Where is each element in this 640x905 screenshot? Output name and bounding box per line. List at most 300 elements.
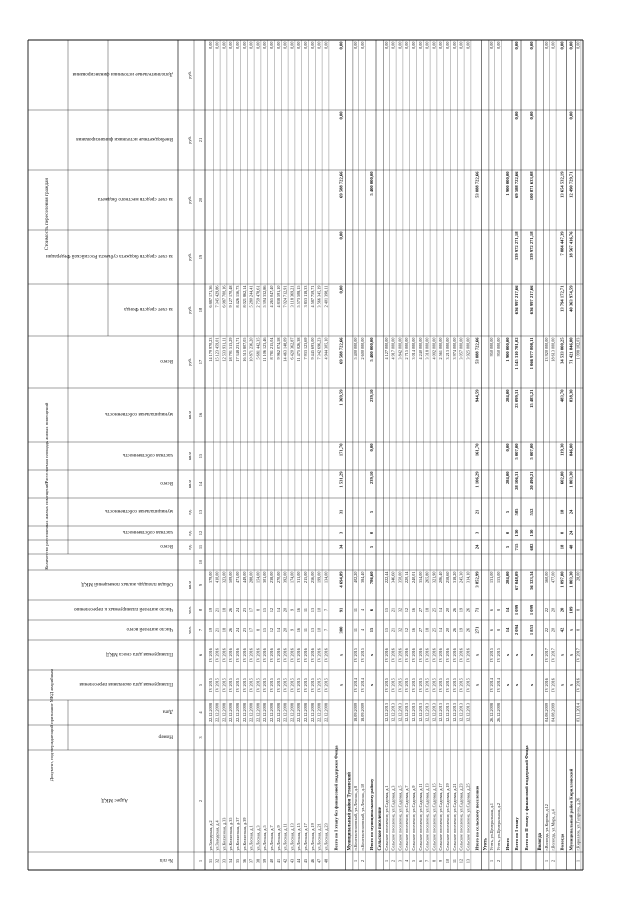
header-area-own: частная собственность bbox=[122, 452, 173, 458]
row-b1-1-residents: 21 bbox=[214, 627, 220, 633]
row-b-5-cost-total: 4 240 000,00 bbox=[417, 337, 423, 360]
header-cost-fund: за счет средств Фонда bbox=[124, 306, 173, 312]
row-b-1-plan-demolish: IV 2016 bbox=[390, 648, 396, 662]
row-b1-4-area: 471,00 bbox=[235, 571, 240, 584]
row-b1-17-address: ул.Лесная, д.23 bbox=[323, 823, 329, 851]
row-b1-2-address: ул.Колхозная, д.33 bbox=[221, 817, 227, 851]
row-d-0-residents-plan: 22 bbox=[543, 607, 549, 613]
row-a-1-cost-extra2: 0,00 bbox=[360, 41, 365, 49]
row-b-8-cost-extra2: 0,00 bbox=[438, 41, 444, 49]
header-num: № п/п bbox=[159, 857, 173, 863]
row-b-10-date: 12.12.2013 bbox=[451, 703, 457, 722]
row-b1-4-plan-end: IV 2015 bbox=[235, 678, 240, 692]
row-b1-6-area: 288,00 bbox=[248, 571, 254, 584]
row-b1-8-n: 39 bbox=[262, 858, 268, 864]
header-count-total: Всего bbox=[160, 543, 173, 549]
row-a-0-plan-demolish: IV 2015 bbox=[353, 648, 359, 662]
summary-d-x2: x bbox=[559, 653, 565, 657]
row-b-2-cost-extra2: 0,00 bbox=[397, 41, 403, 49]
row-b1-15-plan-demolish: IV 2016 bbox=[309, 648, 315, 662]
row-b1-16-n: 47 bbox=[316, 858, 322, 864]
row-b1-10-n: 41 bbox=[275, 858, 281, 864]
header-count-own: частная собственность bbox=[122, 529, 173, 535]
summary-kirillov-count-total: 48 bbox=[568, 544, 574, 550]
row-b-8-n: 9 bbox=[438, 859, 444, 863]
row-b1-17-cost-total: 4 944 305,10 bbox=[323, 337, 329, 360]
row-b1-1-plan-demolish: IV 2016 bbox=[214, 648, 220, 662]
row-b-2-n: 3 bbox=[397, 859, 403, 863]
row-b-1-residents-plan: 21 bbox=[390, 607, 396, 613]
row-b1-14-cost-total: 7 933 123,69 bbox=[303, 337, 308, 360]
summary-kirillov-cost-fund: 40 363 974,59 bbox=[568, 285, 574, 312]
row-b1-4-residents-plan: 24 bbox=[235, 607, 240, 613]
row-b-1-area: 346,60 bbox=[390, 571, 396, 584]
unit-label: кв.м bbox=[187, 410, 192, 420]
row-b1-11-address: ул.Лесная, д.11 bbox=[282, 823, 288, 851]
summary-d-cost-fund: 13 794 172,71 bbox=[559, 285, 565, 312]
summary-kirillov-cost-region: 18 567 416,76 bbox=[568, 231, 574, 258]
summary-stage1-no-fund-residents: 300 bbox=[338, 626, 344, 634]
row-b1-10-plan-end: IV 2015 bbox=[275, 678, 281, 692]
summary-c-x1: x bbox=[505, 683, 510, 687]
summary-stage1-no-fund-area: 4 694,89 bbox=[338, 571, 344, 588]
row-b1-0-residents: 19 bbox=[207, 627, 213, 633]
row-b1-11-n: 42 bbox=[282, 858, 288, 864]
unit-label: ед. bbox=[187, 509, 192, 515]
row-last-date: 03.11.2014 bbox=[575, 703, 581, 722]
row-b-4-plan-end: IV 2015 bbox=[411, 678, 416, 692]
summary-stage1-count-own: 130 bbox=[514, 529, 519, 537]
row-b1-9-plan-demolish: IV 2016 bbox=[269, 648, 274, 662]
row-b1-17-plan-end: IV 2015 bbox=[323, 678, 329, 692]
summary-stage1-no-fund-count-mun: 31 bbox=[338, 509, 344, 515]
summary-c-residents: 14 bbox=[505, 627, 510, 633]
section-a-title: Муниципальный район Тутаевский bbox=[347, 772, 353, 851]
row-b-10-cost-extra2: 0,00 bbox=[451, 41, 457, 49]
row-b1-5-date: 22.12.2008 bbox=[241, 703, 247, 722]
summary-kirillov-residents-plan: 109 bbox=[568, 606, 574, 614]
row-b1-11-cost-extra2: 0,00 bbox=[282, 41, 288, 49]
row-b-9-plan-demolish: IV 2016 bbox=[445, 648, 450, 662]
row-b1-15-cost-fund: 4 587 759,71 bbox=[309, 285, 315, 308]
column-number: 5 bbox=[198, 683, 203, 687]
row-a-0-cost-extra2: 0,00 bbox=[353, 41, 359, 49]
row-b1-14-residents-plan: 11 bbox=[303, 607, 308, 613]
row-b-0-date: 12.12.2013 bbox=[383, 703, 389, 722]
row-a-0-area: 402,20 bbox=[353, 571, 359, 584]
summary-b-cost-local: 53 088 722,66 bbox=[474, 171, 480, 198]
summary-d-cost-extra2: 0,00 bbox=[559, 41, 565, 50]
row-b-3-residents: 12 bbox=[404, 627, 410, 633]
row-b-8-plan-end: IV 2015 bbox=[438, 678, 444, 692]
header-area-group: Расселяемая площадь жилых помещений bbox=[44, 402, 49, 484]
row-b-7-cost-total: 4 002 000,00 bbox=[431, 337, 437, 360]
header-address: Адрес МКД bbox=[101, 797, 128, 803]
row-b1-17-date: 22.12.2008 bbox=[323, 703, 329, 722]
summary-b-area-total: 1 106,29 bbox=[474, 471, 480, 488]
row-b1-6-residents-plan: 17 bbox=[248, 607, 254, 613]
row-b1-10-cost-total: 9 962 074,58 bbox=[275, 337, 281, 360]
summary-stage1-no-fund-area-total: 1 531,29 bbox=[338, 471, 344, 488]
row-b-8-address: Сельское поселение, ул.Садовая, д.17 bbox=[438, 783, 444, 851]
summary-kirillov-cost-local: 12 490 729,71 bbox=[568, 171, 574, 198]
row-b-1-address: Сельское поселение, ул.Садовая, д.3 bbox=[390, 785, 396, 851]
row-b-1-plan-end: IV 2015 bbox=[390, 678, 396, 692]
row-b1-12-cost-extra2: 0,00 bbox=[289, 41, 295, 49]
row-b1-13-address: ул.Лесная, д.15 bbox=[296, 823, 302, 851]
row-b1-0-residents-plan: 19 bbox=[207, 607, 213, 613]
row-b1-9-residents: 12 bbox=[269, 627, 274, 633]
row-b-6-cost-extra2: 0,00 bbox=[424, 41, 430, 49]
row-b-3-plan-end: IV 2015 bbox=[404, 678, 410, 692]
row-b-11-residents-plan: 19 bbox=[458, 607, 464, 613]
unit-label: руб. bbox=[187, 306, 192, 314]
row-b-12-n: 13 bbox=[465, 858, 471, 864]
row-b1-8-date: 22.12.2008 bbox=[262, 703, 268, 722]
summary-d-area: 1 097,00 bbox=[559, 571, 565, 588]
row-b1-8-cost-extra2: 0,00 bbox=[262, 41, 268, 49]
row-b1-6-cost-fund: 5 280 244,41 bbox=[248, 285, 254, 308]
row-b1-7-date: 22.12.2008 bbox=[255, 703, 261, 722]
row-b1-14-date: 22.12.2008 bbox=[303, 703, 308, 722]
column-number: 1 bbox=[198, 859, 203, 863]
summary-stage1-no-fund-area-mun: 1 369,59 bbox=[338, 389, 344, 406]
row-b-7-cost-extra2: 0,00 bbox=[431, 41, 437, 49]
summary-kirillov-residents: x bbox=[568, 628, 574, 632]
section-c-title: Уготь bbox=[483, 838, 489, 851]
header-plan-demolish: Планируемая дата сноса МКД bbox=[106, 651, 173, 657]
row-b-11-address: Сельское поселение, ул.Садовая, д.23 bbox=[458, 783, 464, 851]
summary-c-area-own: 0,00 bbox=[505, 443, 510, 452]
row-b1-4-cost-extra2: 0,00 bbox=[235, 41, 240, 49]
row-b1-17-cost-fund: 2 401 398,11 bbox=[323, 285, 329, 308]
row-b-8-plan-demolish: IV 2016 bbox=[438, 648, 444, 662]
row-b-9-residents-plan: 20 bbox=[445, 607, 450, 613]
row-b1-1-date: 22.12.2008 bbox=[214, 703, 220, 722]
summary-c-count-total: 5 bbox=[505, 545, 510, 549]
summary-kirillov-x2: x bbox=[568, 653, 574, 657]
summary-d-cost-total: 34 533 000,25 bbox=[559, 337, 565, 364]
summary-b-area: 3 852,99 bbox=[474, 571, 480, 588]
row-last-residents-plan: 8 bbox=[575, 608, 581, 612]
summary-kirillov-area: 1 803,30 bbox=[568, 571, 574, 588]
column-number: 20 bbox=[198, 197, 203, 203]
row-b-6-residents-plan: 18 bbox=[424, 607, 430, 613]
row-b1-1-cost-total: 15 123 459,01 bbox=[214, 337, 220, 362]
row-b1-11-residents: 20 bbox=[282, 627, 288, 633]
row-b-9-address: Сельское поселение, ул.Садовая, д.19 bbox=[445, 783, 450, 851]
row-b1-12-cost-total: 6 420 362,87 bbox=[289, 337, 295, 360]
summary-a-x1: x bbox=[369, 683, 374, 687]
row-b1-16-plan-demolish: IV 2016 bbox=[316, 648, 322, 662]
row-b1-11-plan-end: IV 2015 bbox=[282, 678, 288, 692]
row-a-0-residents: 11 bbox=[353, 627, 359, 633]
table-group bbox=[28, 40, 583, 870]
row-b-4-address: Сельское поселение, ул.Садовая, д.9 bbox=[411, 785, 416, 851]
row-b1-5-cost-fund: 8 021 862,14 bbox=[241, 285, 247, 308]
row-b1-5-cost-extra2: 0,00 bbox=[241, 41, 247, 49]
row-b1-16-cost-total: 7 342 696,23 bbox=[316, 337, 322, 360]
row-b-5-plan-end: IV 2015 bbox=[417, 678, 423, 692]
row-b-3-address: Сельское поселение, ул.Садовая, д.7 bbox=[404, 785, 410, 851]
header-doc-group: Документ, подтверждающий признание МКД аварийным bbox=[49, 668, 54, 782]
row-b-7-plan-demolish: IV 2016 bbox=[431, 648, 437, 662]
row-b-11-plan-end: IV 2015 bbox=[458, 678, 464, 692]
row-last-residents: 8 bbox=[575, 628, 581, 632]
summary-d-residents-plan: 20 bbox=[559, 607, 565, 613]
row-b1-2-cost-total: 12 533 931,11 bbox=[221, 337, 227, 362]
row-b1-10-date: 22.12.2008 bbox=[275, 703, 281, 722]
row-b-0-address: Сельское поселение, ул.Садовая, д.1 bbox=[383, 785, 389, 851]
summary-stage2-fund-area-own: 5 007,00 bbox=[529, 443, 534, 460]
summary-stage2-fund-cost-fund: 636 997 217,66 bbox=[529, 285, 534, 315]
row-b1-5-n: 36 bbox=[241, 858, 247, 864]
row-b1-17-n: 48 bbox=[323, 858, 329, 864]
row-b-2-residents-plan: 32 bbox=[397, 607, 403, 613]
row-b-9-date: 12.12.2013 bbox=[445, 703, 450, 722]
row-b-2-cost-total: 3 842 000,00 bbox=[397, 337, 403, 360]
row-d-0-cost-total: 13 920 000,00 bbox=[543, 337, 549, 362]
row-b-3-cost-total: 2 715 000,00 bbox=[404, 337, 410, 360]
row-b1-15-area: 256,00 bbox=[309, 571, 315, 584]
column-number: 17 bbox=[198, 359, 203, 365]
row-b-6-plan-end: IV 2015 bbox=[424, 678, 430, 692]
row-b1-13-cost-total: 11 475 026,38 bbox=[296, 337, 302, 362]
row-b-9-plan-end: IV 2015 bbox=[445, 678, 450, 692]
row-b-12-cost-extra2: 0,00 bbox=[465, 41, 471, 49]
summary-stage1-no-fund-cost-fund: 0,00 bbox=[338, 285, 344, 294]
column-number: 4 bbox=[198, 711, 203, 714]
row-b-3-date: 12.12.2013 bbox=[404, 703, 410, 722]
summary-stage1-area-mun: 23 099,31 bbox=[514, 389, 519, 408]
summary-d-residents: 42 bbox=[559, 627, 565, 633]
column-number: 12 bbox=[198, 530, 203, 536]
row-b1-1-area: 410,00 bbox=[214, 571, 220, 584]
row-b1-7-plan-end: IV 2015 bbox=[255, 678, 261, 692]
row-b1-8-residents: 15 bbox=[262, 627, 268, 633]
summary-stage1-area: 67 048,09 bbox=[514, 571, 519, 590]
column-number: 11 bbox=[198, 544, 203, 550]
row-b-6-n: 7 bbox=[424, 859, 430, 863]
row-c-0-residents: 6 bbox=[489, 628, 495, 632]
row-c-0-cost-total: 950 000,00 bbox=[489, 337, 495, 357]
summary-a-label: Итого по муниципальному району bbox=[369, 778, 374, 851]
row-b-4-date: 12.12.2013 bbox=[411, 703, 416, 722]
row-b-11-cost-extra2: 0,00 bbox=[458, 41, 464, 49]
row-b1-1-n: 32 bbox=[214, 858, 220, 864]
row-b1-5-plan-end: IV 2015 bbox=[241, 678, 247, 692]
unit-label: руб. bbox=[187, 136, 192, 144]
row-b1-8-residents-plan: 15 bbox=[262, 607, 268, 613]
row-b1-2-n: 33 bbox=[221, 858, 227, 864]
row-b-6-residents: 18 bbox=[424, 627, 430, 633]
summary-stage2-fund-count-own: 130 bbox=[529, 529, 534, 537]
summary-b-label: Итого по сельскому поселению bbox=[474, 785, 480, 851]
unit-label: руб. bbox=[187, 196, 192, 204]
row-b1-17-residents-plan: 7 bbox=[323, 608, 329, 612]
row-b1-2-plan-end: IV 2015 bbox=[221, 678, 227, 692]
row-b1-9-address: ул.Лесная, д.7 bbox=[269, 825, 274, 851]
row-b1-7-cost-fund: 2 759 478,61 bbox=[255, 285, 261, 308]
row-b-8-date: 12.12.2013 bbox=[438, 703, 444, 722]
row-b-10-plan-end: IV 2015 bbox=[451, 678, 457, 692]
row-b1-9-area: 238,00 bbox=[269, 571, 274, 584]
summary-d-area-mun: 483,70 bbox=[559, 389, 565, 403]
row-b1-10-address: ул.Лесная, д.9 bbox=[275, 825, 281, 851]
row-b1-0-plan-end: IV 2015 bbox=[207, 678, 213, 692]
row-b1-5-area: 449,00 bbox=[241, 571, 247, 584]
row-b1-3-residents: 26 bbox=[228, 627, 234, 633]
row-b1-15-cost-extra2: 0,00 bbox=[309, 41, 315, 49]
row-d-1-cost-extra2: 0,00 bbox=[550, 41, 556, 49]
row-b-9-cost-extra2: 0,00 bbox=[445, 41, 450, 49]
row-b1-4-plan-demolish: IV 2016 bbox=[235, 648, 240, 662]
row-d-1-plan-demolish: IV 2017 bbox=[550, 648, 556, 662]
row-b1-0-cost-fund: 6 887 171,36 bbox=[207, 285, 213, 308]
row-b1-13-cost-extra2: 0,00 bbox=[296, 41, 302, 49]
row-b-7-n: 8 bbox=[431, 859, 437, 863]
row-b1-15-cost-total: 9 445 693,00 bbox=[309, 337, 315, 360]
row-b1-4-cost-fund: 8 426 156,73 bbox=[235, 285, 240, 308]
row-d-1-plan-end: IV 2016 bbox=[550, 678, 556, 692]
row-b-0-residents-plan: 15 bbox=[383, 607, 389, 613]
row-c-1-residents-plan: 8 bbox=[496, 608, 501, 612]
row-b1-6-cost-extra2: 0,00 bbox=[248, 41, 254, 49]
row-b1-14-residents: 11 bbox=[303, 627, 308, 633]
row-b-2-plan-demolish: IV 2016 bbox=[397, 648, 403, 662]
row-b-4-cost-total: 3 014 000,00 bbox=[411, 337, 416, 360]
row-b1-3-n: 34 bbox=[228, 858, 234, 864]
row-d-0-plan-demolish: IV 2017 bbox=[543, 648, 549, 662]
row-b-6-date: 12.12.2013 bbox=[424, 703, 430, 722]
row-c-1-n: 2 bbox=[496, 859, 501, 863]
row-c-0-n: 1 bbox=[489, 859, 495, 863]
row-b1-9-residents-plan: 12 bbox=[269, 607, 274, 613]
row-b1-8-address: ул.Лесная, д.5 bbox=[262, 825, 268, 851]
row-b1-1-residents-plan: 21 bbox=[214, 607, 220, 613]
row-b1-0-area: 379,00 bbox=[207, 571, 213, 584]
summary-stage2-fund-label: Всего по II этапу с финансовой поддержкой Фонда bbox=[524, 745, 529, 851]
row-b1-0-n: 31 bbox=[207, 858, 213, 864]
summary-kirillov-count-own: 24 bbox=[568, 530, 574, 536]
row-b1-10-plan-demolish: IV 2016 bbox=[275, 648, 281, 662]
unit-label: руб. bbox=[187, 71, 192, 79]
summary-stage1-no-fund-residents-plan: 91 bbox=[338, 607, 344, 613]
row-d-1-n: 2 bbox=[550, 859, 556, 863]
row-b-9-residents: 20 bbox=[445, 627, 450, 633]
row-b-5-area: 354,00 bbox=[417, 571, 423, 584]
row-b-12-area: 314,10 bbox=[465, 571, 471, 584]
header-count-group: Количество расселяемых жилых помещений bbox=[44, 482, 49, 570]
row-b1-2-cost-extra2: 0,00 bbox=[221, 41, 227, 49]
row-b1-2-plan-demolish: IV 2016 bbox=[221, 648, 227, 662]
row-b1-9-n: 40 bbox=[269, 858, 274, 864]
row-b-3-n: 4 bbox=[404, 859, 410, 863]
row-b1-0-plan-demolish: IV 2016 bbox=[207, 648, 213, 662]
row-b-4-n: 5 bbox=[411, 859, 416, 863]
row-b1-1-cost-fund: 7 345 429,86 bbox=[214, 285, 220, 308]
row-b1-9-cost-extra2: 0,00 bbox=[269, 41, 274, 49]
row-b1-11-residents-plan: 20 bbox=[282, 607, 288, 613]
row-d-1-cost-total: 18 613 000,00 bbox=[550, 337, 556, 362]
summary-kirillov-cost-extra2: 0,00 bbox=[568, 41, 574, 50]
summary-d-area-total: 602,00 bbox=[559, 471, 565, 485]
row-b1-3-residents-plan: 26 bbox=[228, 607, 234, 613]
row-c-0-residents-plan: 6 bbox=[489, 608, 495, 612]
row-last-area: 28,00 bbox=[575, 571, 581, 581]
summary-a-count-mun: 5 bbox=[369, 510, 374, 514]
row-a-1-cost-total: 2 600 000,00 bbox=[360, 337, 365, 360]
row-b1-7-plan-demolish: IV 2016 bbox=[255, 648, 261, 662]
summary-b-x1: x bbox=[474, 683, 480, 687]
summary-b-area-mun: 944,59 bbox=[474, 389, 480, 403]
row-b-3-area: 220,14 bbox=[404, 571, 410, 584]
row-b1-12-address: ул.Лесная, д.13 bbox=[289, 823, 295, 851]
row-b1-3-address: ул.Колхозная, д.35 bbox=[228, 817, 234, 851]
summary-c-count-own: 0 bbox=[505, 531, 510, 535]
row-c-0-address: Уготь, ул.Центральная, д.1 bbox=[489, 802, 495, 851]
row-b1-9-plan-end: IV 2015 bbox=[269, 678, 274, 692]
row-b-0-area: 222,44 bbox=[383, 571, 389, 584]
row-d-0-address: г.Вологда, ул.Кирова, д.12 bbox=[543, 804, 549, 851]
row-b-10-area: 318,20 bbox=[451, 571, 457, 584]
summary-stage2-fund-cost-total: 1 066 977 800,11 bbox=[529, 337, 534, 370]
row-b1-9-cost-total: 8 781 215,04 bbox=[269, 337, 274, 360]
row-b-11-plan-demolish: IV 2016 bbox=[458, 648, 464, 662]
row-b1-4-n: 35 bbox=[235, 858, 240, 864]
row-b1-11-cost-fund: 7 024 712,91 bbox=[282, 285, 288, 308]
row-b-5-residents-plan: 27 bbox=[417, 607, 423, 613]
row-b1-3-plan-end: IV 2015 bbox=[228, 678, 234, 692]
row-b-9-n: 10 bbox=[445, 858, 450, 864]
header-area-total: Всего bbox=[160, 480, 173, 486]
row-b-6-cost-total: 3 318 000,00 bbox=[424, 337, 430, 360]
summary-stage1-area-own: 5 007,00 bbox=[514, 443, 519, 460]
row-b1-6-n: 37 bbox=[248, 858, 254, 864]
row-b1-3-area: 509,00 bbox=[228, 571, 234, 584]
unit-label: чел. bbox=[187, 626, 192, 634]
summary-c-label: Итого bbox=[505, 838, 510, 851]
row-b1-15-address: ул.Лесная, д.19 bbox=[309, 823, 315, 851]
row-d-0-date: 04.08.2009 bbox=[543, 703, 549, 722]
row-b1-6-plan-demolish: IV 2016 bbox=[248, 648, 254, 662]
summary-stage1-no-fund-count-own: 3 bbox=[338, 531, 344, 535]
row-b-11-date: 12.12.2013 bbox=[458, 703, 464, 722]
unit-label: кв.м bbox=[187, 451, 192, 461]
column-number: 8 bbox=[198, 608, 203, 612]
row-b-2-address: Сельское поселение, ул.Садовая, д.5 bbox=[397, 785, 403, 851]
column-number: 19 bbox=[198, 254, 203, 260]
row-b-2-date: 12.12.2013 bbox=[397, 703, 403, 722]
row-b1-6-address: ул.Лесная, д.1 bbox=[248, 825, 254, 851]
summary-b-count-total: 24 bbox=[474, 544, 480, 550]
row-b1-12-cost-fund: 3 118 369,21 bbox=[289, 285, 295, 308]
summary-stage1-no-fund-cost-region: 0,00 bbox=[338, 231, 344, 240]
row-b-0-residents: 15 bbox=[383, 627, 389, 633]
header-cost-region: за счет средств бюджета субъекта Российской Федерации bbox=[45, 253, 173, 259]
row-b-3-plan-demolish: IV 2016 bbox=[404, 648, 410, 662]
row-b1-4-date: 22.12.2008 bbox=[235, 703, 240, 722]
summary-stage1-x2: x bbox=[514, 653, 519, 657]
row-last-cost-total: 1 098 102,03 bbox=[575, 337, 581, 360]
row-b1-16-cost-fund: 3 566 345,19 bbox=[316, 285, 322, 308]
row-b1-17-residents: 7 bbox=[323, 628, 329, 632]
row-b-11-residents: 19 bbox=[458, 627, 464, 633]
row-b-10-address: Сельское поселение, ул.Садовая, д.21 bbox=[451, 783, 457, 851]
summary-a-area-own: 0,00 bbox=[369, 443, 374, 452]
row-b-10-plan-demolish: IV 2016 bbox=[451, 648, 457, 662]
row-b1-8-plan-demolish: IV 2016 bbox=[262, 648, 268, 662]
